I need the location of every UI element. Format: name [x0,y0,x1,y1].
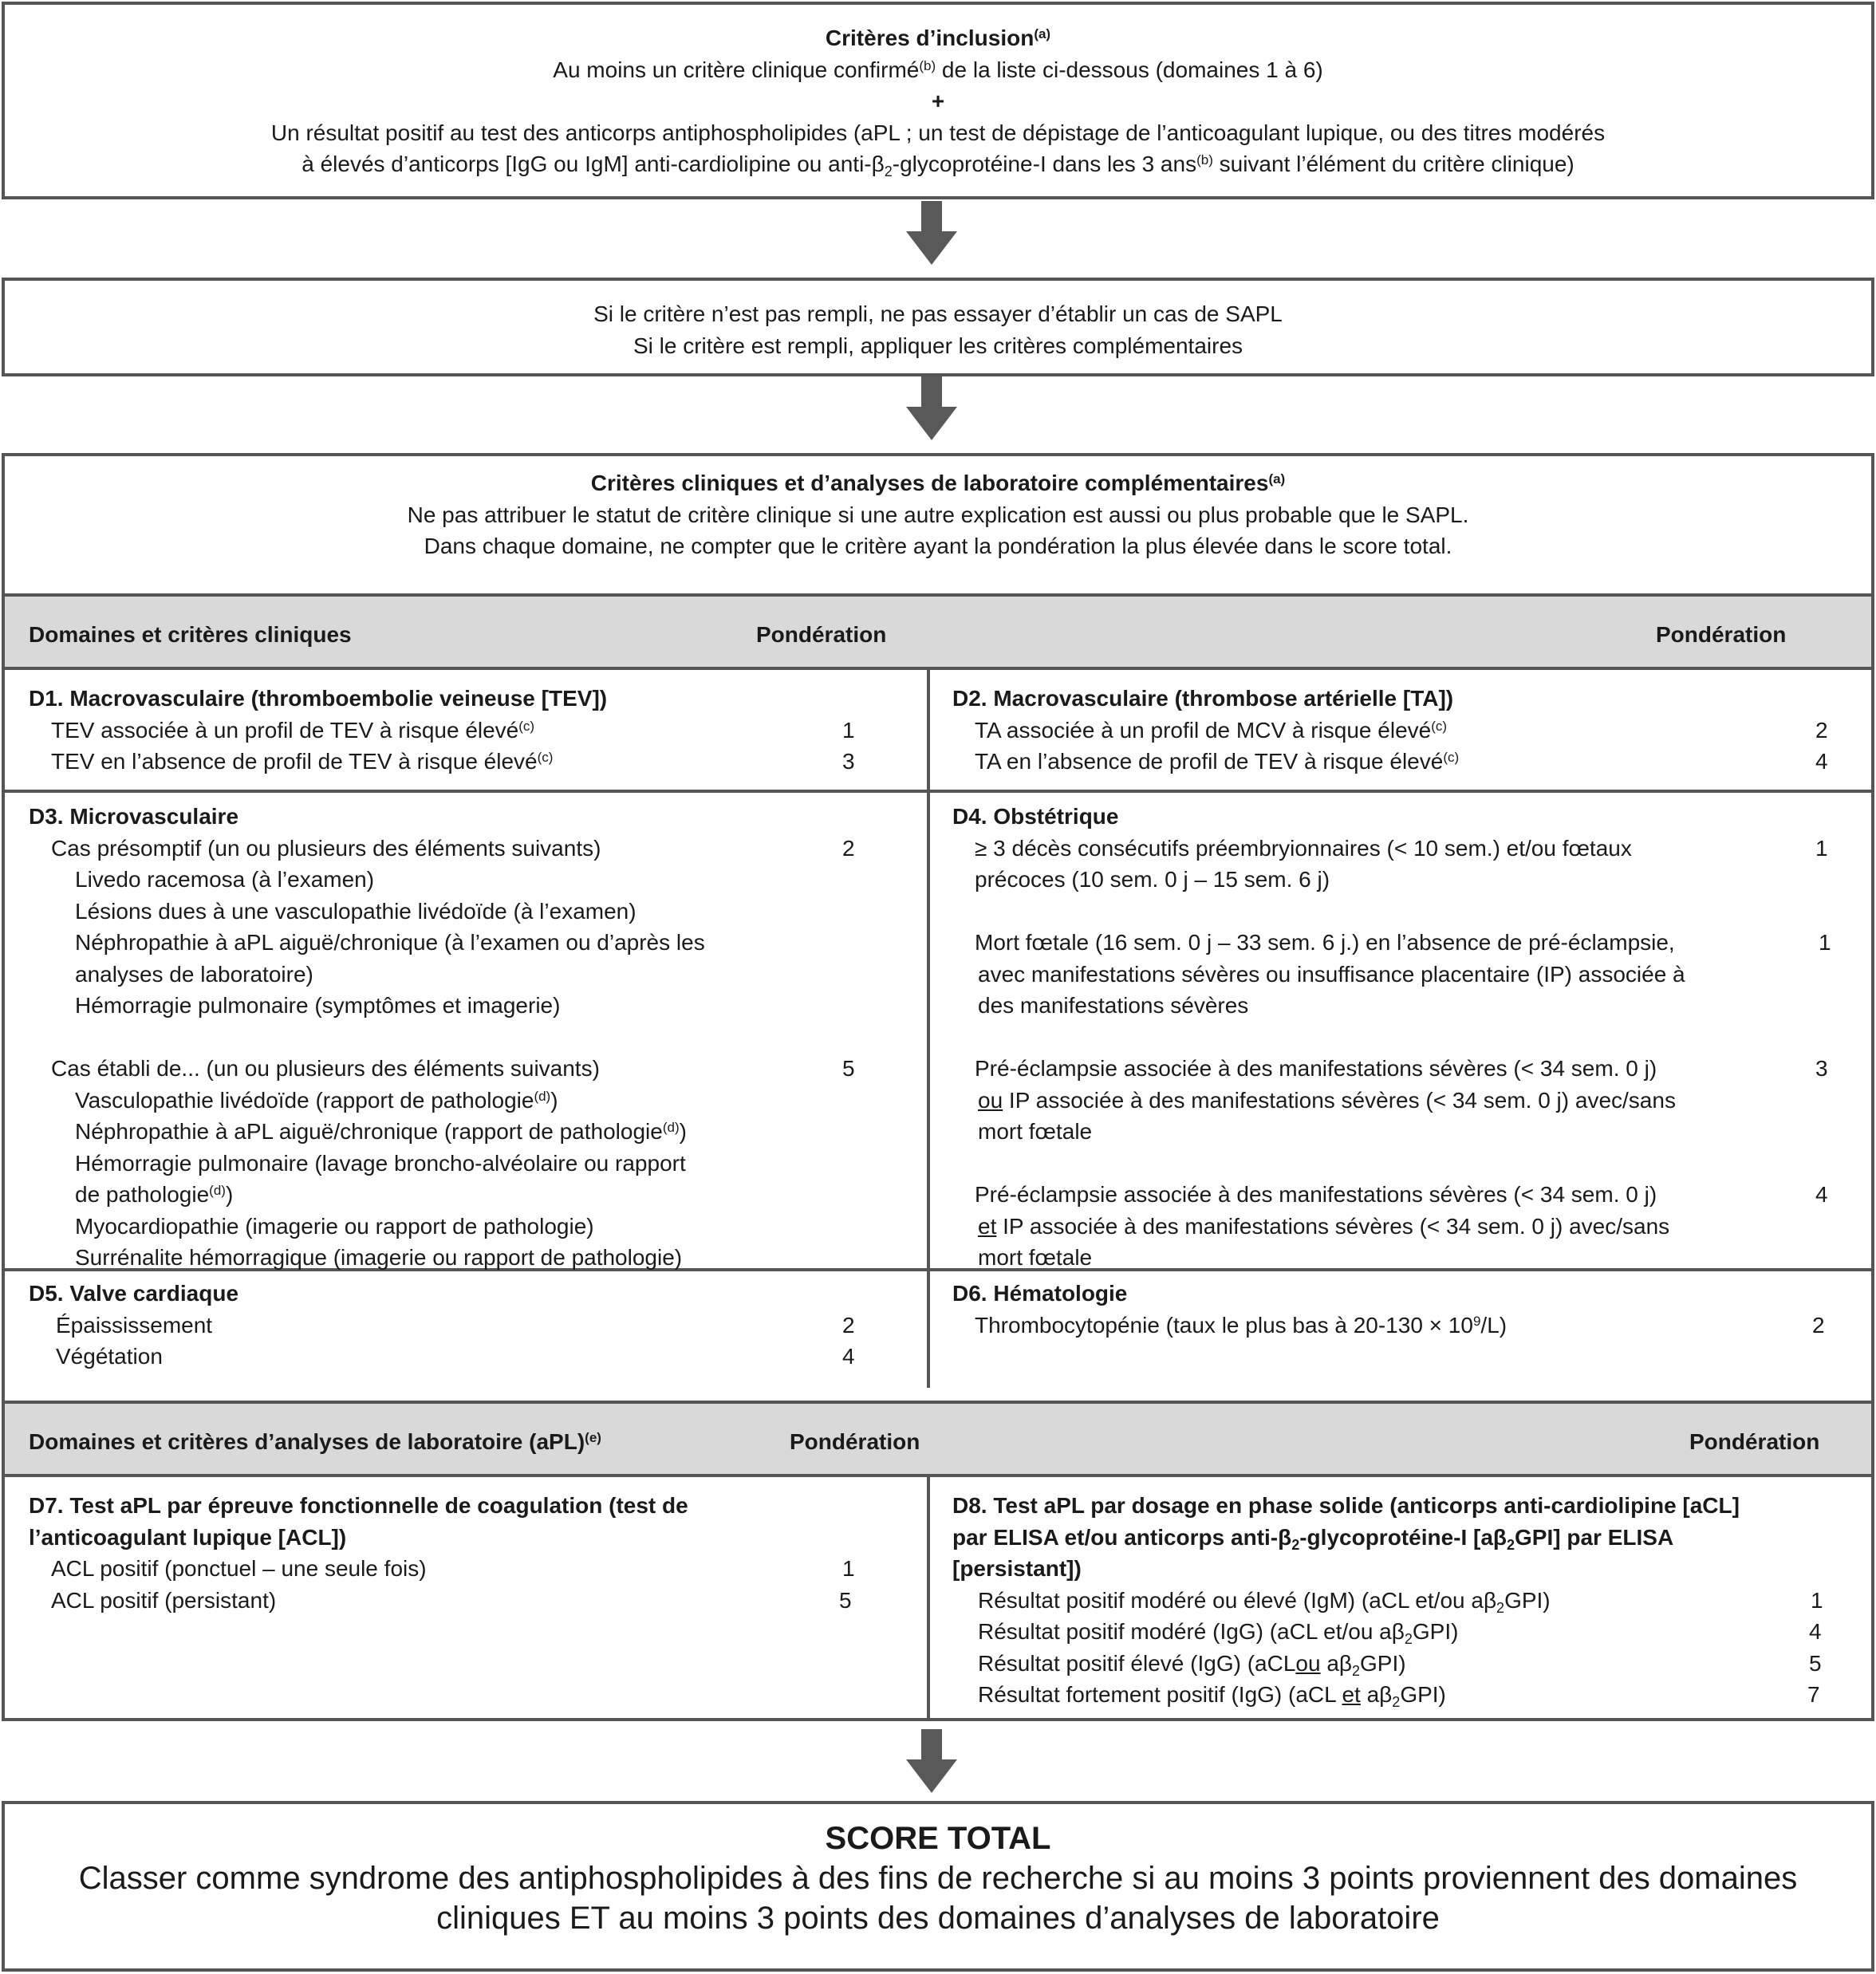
d3-suspected-item: analyses de laboratoire) [75,961,313,987]
domain-d2 [952,683,1854,778]
d7-title-1: D7. Test aPL par épreuve fonctionnelle de coagulation (test de [29,1493,688,1518]
d8-item-3: Résultat positif élevé (IgG) (aCLou $a\beta_2GPI$) 5 [978,1650,1822,1679]
d8-title-1: D8. Test aPL par dosage en phase solide (anticorps anti-cardiolipine [aCL] [952,1493,1740,1518]
d1-item-2: TEV en l’absence de profil de TEV à risque élevé$^{(c)}$ 3 [51,749,855,774]
total-score-box [2,1801,1874,1972]
d3-established-item: Hémorragie pulmonaire (lavage broncho-alvéolaire ou rapport [75,1150,686,1176]
criteria-table [2,453,1874,1721]
inclusion-title: Critères d’inclusion$^{(a)}$ [825,26,1051,50]
d5-item-1: Épaississement 2 [56,1312,855,1338]
clinical-weight-left: Pondération [756,622,887,647]
decision-line-2: Si le critère est rempli, appliquer les critères complémentaires [633,333,1243,358]
d3-suspected: Cas présomptif (un ou plusieurs des éléments suivants) 2 [51,835,855,861]
clinical-header-label: Domaines et critères cliniques [29,622,352,647]
d3-title: D3. Microvasculaire [29,804,239,829]
decision-box [2,278,1874,376]
d7-item-1: ACL positif (ponctuel – une seule fois) 1 [51,1556,855,1581]
complementary-intro [5,467,1871,562]
d6-title: D6. Hématologie [952,1281,1128,1306]
score-line-1: Classer comme syndrome des antiphospholipides à des fins de recherche si au moins 3 points proviennent des domaines [78,1861,1798,1896]
domain-d4 [952,801,1854,1274]
inclusion-line-1: Au moins un critère clinique confirmé$^{(b)}$ de la liste ci-dessous (domaines 1 à 6) [553,57,1323,82]
d3-established-item: Surrénalite hémorragique (imagerie ou rapport de pathologie) [75,1245,683,1270]
lab-weight-left: Pondération [790,1429,920,1454]
clinical-weight-right: Pondération [1656,622,1787,647]
complementary-line-2: Dans chaque domaine, ne compter que le critère ayant la pondération la plus élevée dans le score total. [424,534,1452,558]
d3-suspected-item: Livedo racemosa (à l’examen) [75,867,375,892]
d8-title-2: par ELISA et/ou anticorps anti-$\beta_2-glycoprotéine-I$ $[a\beta_2GPI]$ par ELISA [952,1524,1674,1553]
d3-established-item: Néphropathie à aPL aiguë/chronique (rapport de pathologie$^{(d)}$) [75,1119,687,1144]
d3-established-item: Vasculopathie livédoïde (rapport de pathologie$^{(d)}$) [75,1087,558,1113]
d6-item-1: Thrombocytopénie (taux le plus bas à $20-130 \times 10^9/L$) 2 [975,1312,1825,1338]
lab-header-label: Domaines et critères d’analyses de laboratoire (aPL)$^{(e)}$ [29,1429,601,1454]
domain-d3 [29,801,906,1274]
d1-item-1: TEV associée à un profil de TEV à risque élevé$^{(c)}$ 1 [51,717,855,743]
down-arrow-icon [906,1729,957,1793]
d3-established: Cas établi de... (un ou plusieurs des éléments suivants) 5 [51,1056,855,1081]
inclusion-criteria-box [2,2,1874,199]
score-title: SCORE TOTAL [825,1821,1051,1856]
d4-item-4: Pré-éclampsie associée à des manifestations sévères (< 34 sem. 0 j) et IP associée à des manifestations sévères (< 34 sem. 0 j) avec/sans mort fœtale 4 [975,1182,1828,1270]
d4-title: D4. Obstétrique [952,804,1119,829]
inclusion-line-4: à élevés d’anticorps [IgG ou IgM] anti-cardiolipine ou anti-$\beta_2-glycoprotéine-I$ dans les 3 ans$^{(b)}$ suivant l’élément du critère clinique) [302,152,1574,179]
d8-title-3: [persistant]) [952,1556,1082,1581]
d8-item-4: Résultat fortement positif (IgG) (aCL et $a\beta_2GPI$) 7 [978,1682,1820,1710]
d4-item-1: ≥ 3 décès consécutifs préembryionnaires (< 10 sem.) et/ou fœtaux précoces (10 sem. 0 j – 15 sem. 6 j) 1 [975,835,1828,892]
d2-title: D2. Macrovasculaire (thrombose artérielle [TA]) [952,686,1454,711]
score-line-2: cliniques ET au moins 3 points des domaines d’analyses de laboratoire [436,1901,1440,1936]
d4-item-2: Mort fœtale (16 sem. 0 j – 33 sem. 6 j.) en l’absence de pré-éclampsie, avec manifestations sévères ou insuffisance placentaire (IP) associée à des manifestations sévères 1 [975,930,1831,1018]
domain-d6 [952,1278,1854,1341]
d7-title-2: l’anticoagulant lupique [ACL]) [29,1524,347,1550]
domain-d1 [29,683,890,778]
domain-d7 [29,1490,906,1616]
d8-item-1: Résultat positif modéré ou élevé (IgM) (aCL et/ou $a\beta_2GPI$) 1 [978,1587,1823,1616]
lab-weight-right: Pondération [1689,1429,1820,1454]
d8-item-2: Résultat positif modéré (IgG) (aCL et/ou $a\beta_2GPI$) 4 [978,1619,1822,1647]
domain-d8 [952,1490,1862,1711]
d3-suspected-item: Néphropathie à aPL aiguë/chronique (à l’examen ou d’après les [75,930,705,955]
lab-domains-header [5,1401,1871,1477]
complementary-title: Critères cliniques et d’analyses de laboratoire complémentaires$^{(a)}$ [590,471,1286,495]
decision-line-1: Si le critère n’est pas rempli, ne pas essayer d’établir un cas de SAPL [593,301,1283,326]
d3-suspected-item: Lésions dues à une vasculopathie livédoïde (à l’examen) [75,898,636,924]
down-arrow-icon [906,201,957,265]
d2-item-2: TA en l’absence de profil de TEV à risque élevé$^{(c)}$ 4 [975,749,1828,774]
clinical-domains-header [5,593,1871,670]
d3-suspected-item: Hémorragie pulmonaire (symptômes et imagerie) [75,993,561,1018]
inclusion-plus: + [931,89,945,113]
domain-d5 [29,1278,906,1373]
inclusion-line-3: Un résultat positif au test des anticorps antiphospholipides (aPL ; un test de dépistage de l’anticoagulant lupique, ou des titres modérés [270,120,1606,145]
complementary-line-1: Ne pas attribuer le statut de critère clinique si une autre explication est aussi ou plus probable que le SAPL. [407,502,1469,527]
d4-item-3: Pré-éclampsie associée à des manifestations sévères (< 34 sem. 0 j) ou IP associée à des manifestations sévères (< 34 sem. 0 j) avec/sans mort fœtale 3 [975,1056,1828,1144]
d1-title: D1. Macrovasculaire (thromboembolie veineuse [TEV]) [29,686,608,711]
down-arrow-icon [906,376,957,440]
d2-item-1: TA associée à un profil de MCV à risque élevé$^{(c)}$ 2 [975,717,1828,743]
d7-item-2: ACL positif (persistant) 5 [51,1587,852,1613]
d3-established-item: Myocardiopathie (imagerie ou rapport de pathologie) [75,1213,594,1239]
d3-established-item: de pathologie$^{(d)}$) [75,1182,234,1207]
d5-item-2: Végétation 4 [56,1344,855,1369]
d5-title: D5. Valve cardiaque [29,1281,239,1306]
